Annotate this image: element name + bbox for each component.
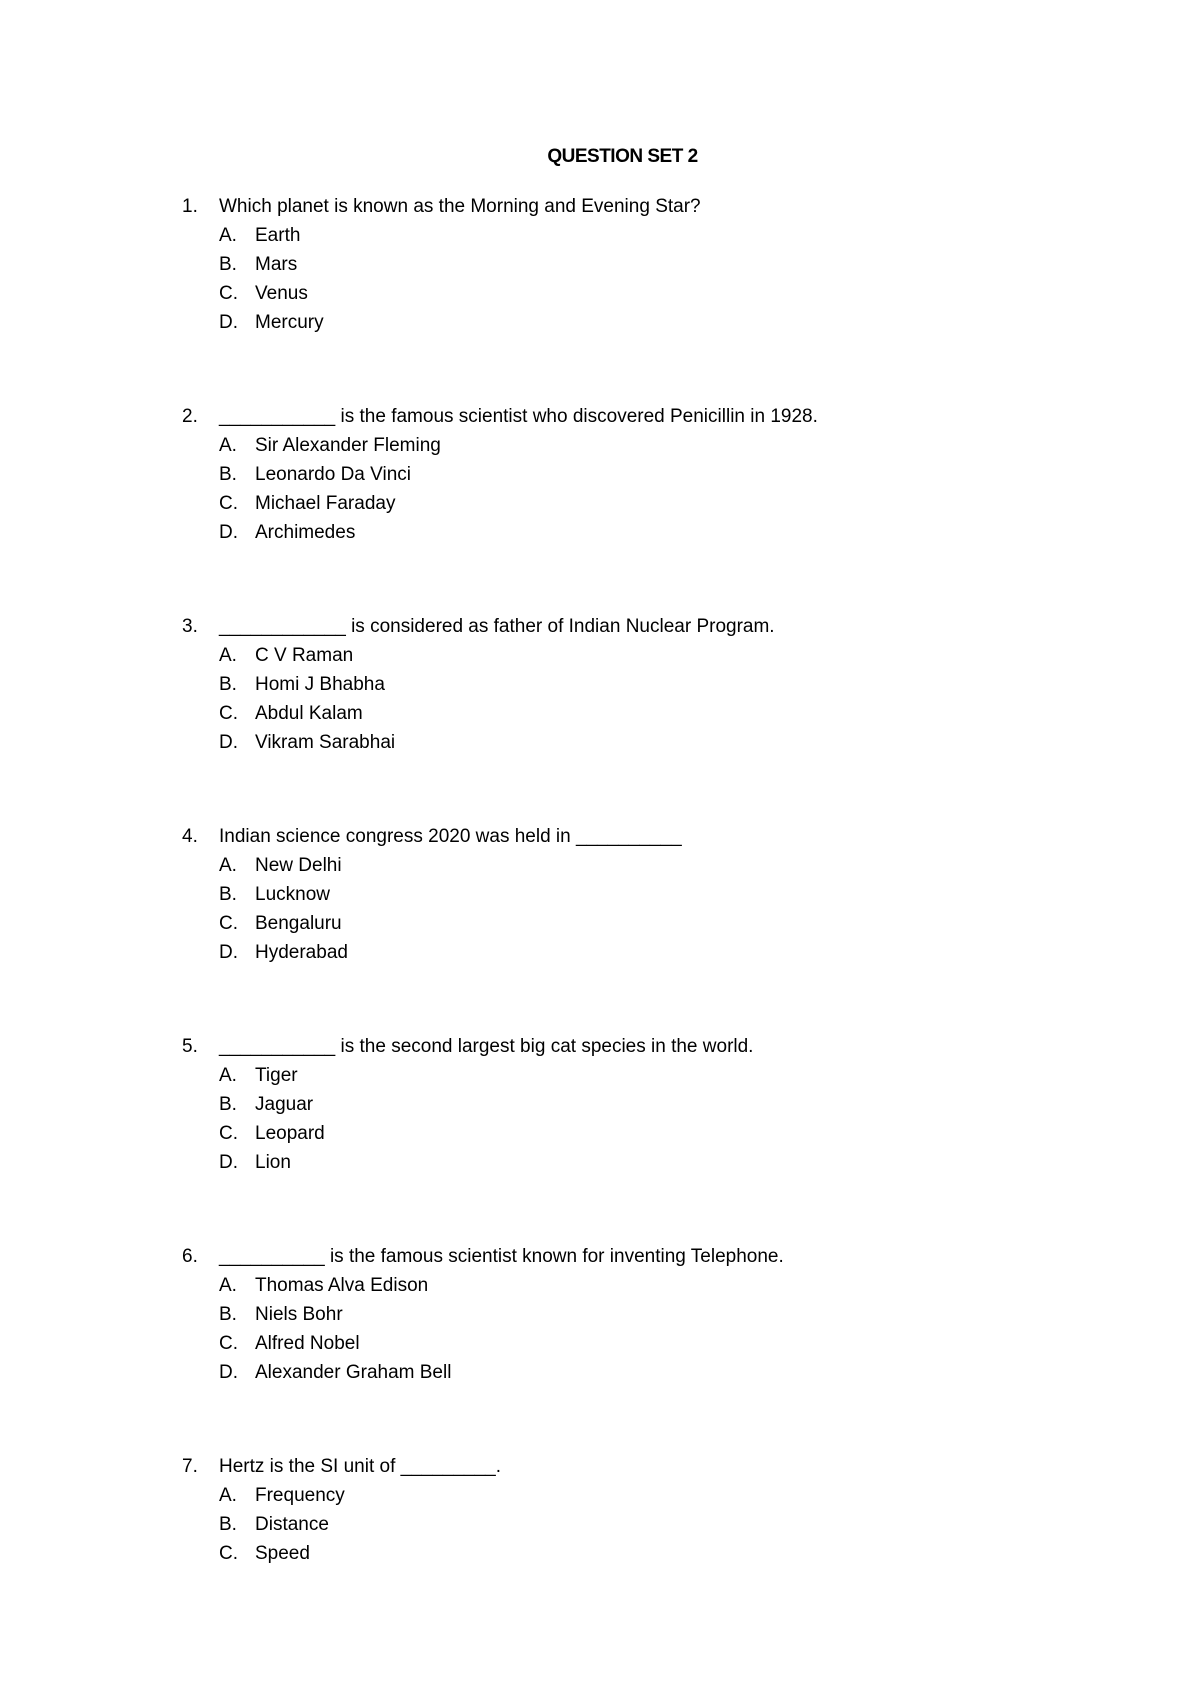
question-line — [0, 1032, 1200, 1061]
question-text: Which planet is known as the Morning and Evening Star? — [219, 196, 701, 217]
question-line — [0, 612, 1200, 641]
option-letter: D. — [219, 522, 238, 543]
answer-option — [0, 1481, 1200, 1510]
option-text: Mercury — [255, 312, 324, 333]
option-letter: D. — [219, 1152, 238, 1173]
option-letter: A. — [219, 1275, 237, 1296]
option-text: Alexander Graham Bell — [255, 1362, 452, 1383]
option-text: Frequency — [255, 1485, 345, 1506]
option-text: Abdul Kalam — [255, 703, 363, 724]
option-letter: A. — [219, 1065, 237, 1086]
question-text: __________ is the famous scientist known for inventing Telephone. — [219, 1246, 784, 1267]
page-title: QUESTION SET 2 — [547, 146, 698, 167]
answer-option — [0, 308, 1200, 337]
option-letter: A. — [219, 225, 237, 246]
answer-option — [0, 1539, 1200, 1568]
question-text: ___________ is the famous scientist who discovered Penicillin in 1928. — [219, 406, 818, 427]
answer-option — [0, 1271, 1200, 1300]
option-text: Hyderabad — [255, 942, 348, 963]
option-text: Archimedes — [255, 522, 356, 543]
option-text: Distance — [255, 1514, 329, 1535]
answer-option — [0, 909, 1200, 938]
option-text: Venus — [255, 283, 308, 304]
answer-option — [0, 1510, 1200, 1539]
answer-option — [0, 1061, 1200, 1090]
answer-option — [0, 518, 1200, 547]
answer-option — [0, 670, 1200, 699]
option-letter: C. — [219, 283, 238, 304]
option-letter: B. — [219, 254, 237, 275]
question-text: Indian science congress 2020 was held in __________ — [219, 826, 682, 847]
question-item — [0, 192, 1200, 402]
option-text: Leonardo Da Vinci — [255, 464, 411, 485]
option-text: Sir Alexander Fleming — [255, 435, 441, 456]
option-letter: D. — [219, 1362, 238, 1383]
option-letter: B. — [219, 464, 237, 485]
question-line — [0, 1242, 1200, 1271]
answer-option — [0, 728, 1200, 757]
answer-option — [0, 851, 1200, 880]
option-text: Niels Bohr — [255, 1304, 343, 1325]
question-item — [0, 402, 1200, 612]
option-text: C V Raman — [255, 645, 354, 666]
answer-option — [0, 279, 1200, 308]
option-letter: A. — [219, 855, 237, 876]
option-letter: C. — [219, 1123, 238, 1144]
option-letter: C. — [219, 493, 238, 514]
question-number: 3. — [182, 616, 198, 637]
option-letter: A. — [219, 645, 237, 666]
answer-option — [0, 431, 1200, 460]
option-letter: C. — [219, 703, 238, 724]
option-text: Leopard — [255, 1123, 325, 1144]
option-letter: B. — [219, 1094, 237, 1115]
option-letter: A. — [219, 1485, 237, 1506]
option-text: New Delhi — [255, 855, 342, 876]
answer-option — [0, 1358, 1200, 1387]
option-letter: A. — [219, 435, 237, 456]
answer-option — [0, 250, 1200, 279]
question-line — [0, 402, 1200, 431]
question-number: 2. — [182, 406, 198, 427]
answer-option — [0, 880, 1200, 909]
option-letter: B. — [219, 674, 237, 695]
answer-option — [0, 1148, 1200, 1177]
option-text: Speed — [255, 1543, 310, 1564]
option-text: Tiger — [255, 1065, 298, 1086]
option-letter: C. — [219, 913, 238, 934]
option-text: Thomas Alva Edison — [255, 1275, 429, 1296]
option-text: Vikram Sarabhai — [255, 732, 396, 753]
question-number: 1. — [182, 196, 198, 217]
option-letter: B. — [219, 884, 237, 905]
answer-option — [0, 1300, 1200, 1329]
question-item — [0, 1452, 1200, 1662]
option-text: Jaguar — [255, 1094, 314, 1115]
question-item — [0, 1242, 1200, 1452]
question-number: 6. — [182, 1246, 198, 1267]
question-line — [0, 822, 1200, 851]
option-letter: C. — [219, 1543, 238, 1564]
question-item — [0, 612, 1200, 822]
option-text: Earth — [255, 225, 301, 246]
question-text: ____________ is considered as father of Indian Nuclear Program. — [219, 616, 775, 637]
question-list — [0, 192, 1200, 1662]
question-number: 5. — [182, 1036, 198, 1057]
question-item — [0, 1032, 1200, 1242]
option-letter: D. — [219, 312, 238, 333]
option-text: Lion — [255, 1152, 291, 1173]
option-letter: C. — [219, 1333, 238, 1354]
question-item — [0, 822, 1200, 1032]
question-line — [0, 1452, 1200, 1481]
answer-option — [0, 460, 1200, 489]
option-text: Bengaluru — [255, 913, 342, 934]
answer-option — [0, 221, 1200, 250]
option-text: Mars — [255, 254, 298, 275]
answer-option — [0, 1090, 1200, 1119]
option-text: Homi J Bhabha — [255, 674, 385, 695]
answer-option — [0, 699, 1200, 728]
option-text: Alfred Nobel — [255, 1333, 360, 1354]
option-text: Michael Faraday — [255, 493, 396, 514]
option-text: Lucknow — [255, 884, 330, 905]
question-text: Hertz is the SI unit of _________. — [219, 1456, 502, 1477]
question-number: 7. — [182, 1456, 198, 1477]
option-letter: D. — [219, 942, 238, 963]
option-letter: B. — [219, 1304, 237, 1325]
question-text: ___________ is the second largest big cat species in the world. — [219, 1036, 754, 1057]
answer-option — [0, 1329, 1200, 1358]
option-letter: B. — [219, 1514, 237, 1535]
answer-option — [0, 1119, 1200, 1148]
question-line — [0, 192, 1200, 221]
answer-option — [0, 641, 1200, 670]
answer-option — [0, 489, 1200, 518]
option-letter: D. — [219, 732, 238, 753]
answer-option — [0, 938, 1200, 967]
question-number: 4. — [182, 826, 198, 847]
